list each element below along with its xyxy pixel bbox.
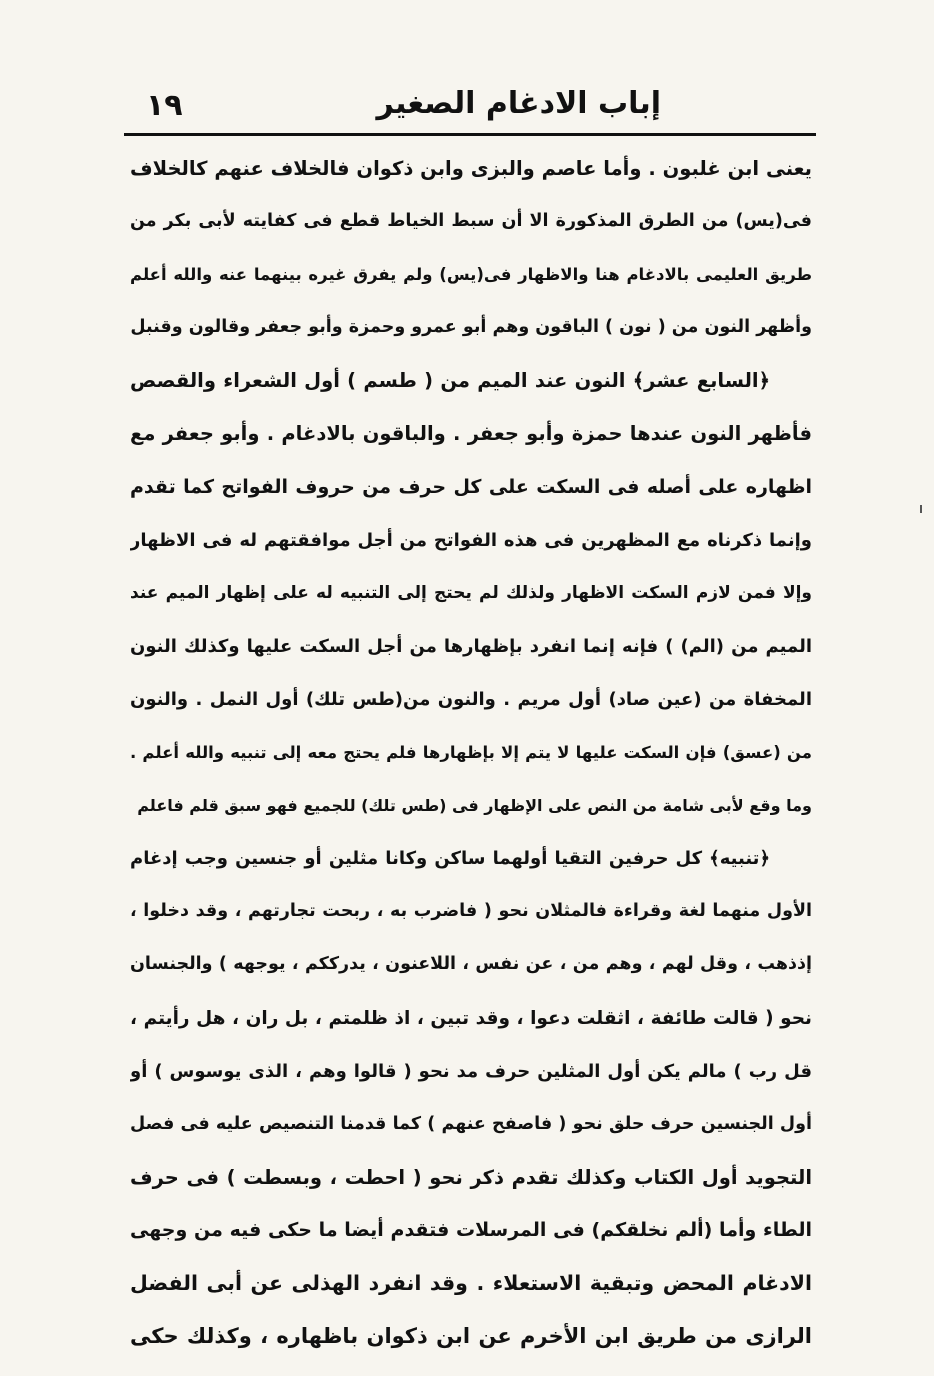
page-number: ١٩ (146, 88, 183, 123)
text-line: أول الجنسين حرف حلق نحو ( فاصفح عنهم ) كما قدمنا التنصيص عليه فى فصل (130, 1113, 812, 1134)
text-line: وإلا فمن لازم السكت الاظهار ولذلك لم يحتج إلى التنبيه له على إظهار الميم عند (130, 582, 812, 603)
text-line: نحو ( قالت طائفة ، اثقلت دعوا ، وقد تبين ، اذ ظلمتم ، بل ران ، هل رأيتم ، (130, 1007, 812, 1029)
text-line: الميم من (الم) ) فإنه إنما انفرد بإظهارها من أجل السكت عليها وكذلك النون (130, 635, 812, 657)
margin-mark (920, 505, 922, 513)
text-line: الرازى من طريق ابن الأخرم عن ابن ذكوان باظهاره ، وكذلك حكى (130, 1324, 812, 1349)
text-line: فى(يس) من الطرق المذكورة الا أن سبط الخياط قطع فى كفايته لأبى بكر من (130, 211, 812, 232)
text-line: الأول منهما لغة وقراءة فالمثلان نحو ( فاضرب به ، ربحت تجارتهم ، وقد دخلوا ، (130, 901, 812, 922)
text-line: الطاء وأما (ألم نخلقكم) فى المرسلات فتقدم أيضا ما حكى فيه من وجهى (130, 1218, 812, 1241)
text-line: وإنما ذكرناه مع المظهرين فى هذه الفواتح من أجل موافقتهم له فى الاظهار (130, 529, 812, 551)
text-line: إذذهب ، وقل لهم ، وهم من ، عن نفس ، اللاعنون ، يدرككم ، يوجهه ) والجنسان (130, 954, 812, 975)
text-line: التجويد أول الكتاب وكذلك تقدم ذكر نحو ( احطت ، وبسطت ) فى حرف (130, 1165, 812, 1189)
body-text (130, 142, 812, 1363)
section-heading-line: ﴿السابع عشر﴾ النون عند الميم من ( طسم ) أول الشعراء والقصص (130, 369, 770, 393)
text-line: قل رب ) مالم يكن أول المثلين حرف مد نحو ( قالوا وهم ، الذى يوسوس ) أو (130, 1060, 812, 1082)
text-line: من (عسق) فإن السكت عليها لا يتم إلا بإظهارها فلم يحتج معه إلى تنبيه والله أعلم . (130, 743, 812, 763)
text-line: الادغام المحض وتبقية الاستعلاء . وقد انفرد الهذلى عن أبى الفضل (130, 1270, 812, 1295)
text-line: وما وقع لأبى شامة من النص على الإظهار فى (طس تلك) للجميع فهو سبق قلم فاعلم (137, 796, 812, 816)
text-line: المخفاة من (عين صاد) أول مريم . والنون من(طس تلك) أول النمل . والنون (130, 688, 812, 710)
running-title: إباب الادغام الصغير (376, 86, 661, 121)
page-header (124, 82, 816, 130)
text-line: يعنى ابن غلبون . وأما عاصم والبزى وابن ذكوان فالخلاف عنهم كالخلاف (130, 157, 812, 180)
header-rule (124, 133, 816, 136)
text-line: وأظهر النون من ( نون ) الباقون وهم أبو عمرو وحمزة وأبو جعفر وقالون وقنبل (130, 317, 812, 338)
text-line: فأظهر النون عندها حمزة وأبو جعفر . والباقون بالادغام . وأبو جعفر مع (130, 422, 812, 446)
text-line: اظهاره على أصله فى السكت على كل حرف من حروف الفواتح كما تقدم (130, 475, 812, 498)
text-line: طريق العليمى بالادغام هنا والاظهار فى(يس) ولم يفرق غيره بينهما عنه والله أعلم (130, 265, 812, 285)
note-heading-line: ﴿تنبيه﴾ كل حرفين التقيا أولهما ساكن وكانا مثلين أو جنسين وجب إدغام (130, 848, 770, 870)
